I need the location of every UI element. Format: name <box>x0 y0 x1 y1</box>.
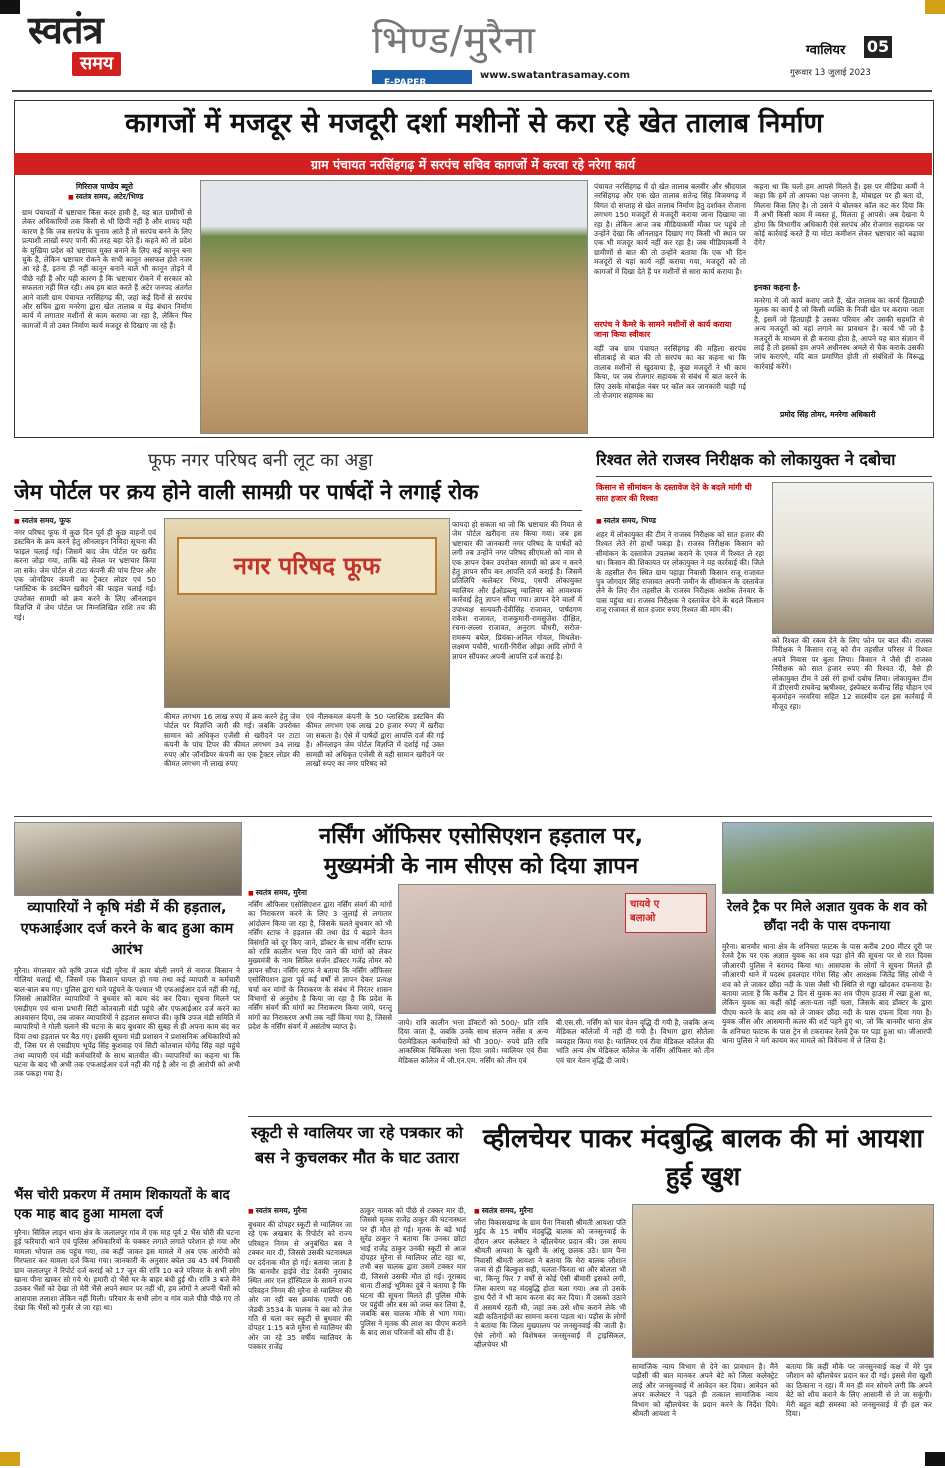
nursing-photo-banner <box>625 893 707 933</box>
logo-top-text: स्वतंत्र <box>28 8 103 52</box>
website-url: www.swatantrasamay.com <box>480 70 631 81</box>
registration-mark <box>925 1452 945 1466</box>
bribe-subheadline: किसान से सीमांकन के दस्तावेज देने के बदले मांगी थी सात हजार की रिश्वत <box>596 483 752 503</box>
jem-byline: ■ स्वतंत्र समय, फूफ <box>14 516 71 526</box>
section-divider <box>14 816 932 817</box>
mandi-text: मुरैना। मंगलवार को कृषि उपज मंडी मुरैना में काम बोली लगने से नाराज किसान ने गोलियां चलाई थी, जिसमें एक किसान घायल हो गया तथा कई व्यापारी व कर्मचारी बाल-बाल बच गए। पुलिस द्वारा थाने पहुंचने के पश्चात भी एफआईआर दर्ज नहीं की गई, जिससे आक्रोशित व्यापारियों ने बुधवार को काम बंद कर दिया। सूचना मिलने पर एसडीएम एवं थाना प्रभारी सिटी कोतवाली मंडी पहुंचे और एफआईआर दर्ज करने का आश्वासन दिया, तब जाकर व्यापारियों ने हड़ताल समाप्त की। कृषि उपज मंडी समिति में व्यापारियों ने गोली चलाने की घटना के बाद बुधवार की सुबह से ही अपना काम बंद कर दिया तथा हड़ताल पर बैठ गए। इसकी सूचना मंडी प्रशासन ने प्रशासनिक अधिकारियों को दी, जिस पर से एसडीएम भूपेंद्र सिंह कुशवाह एवं सिटी कोतवाल योगेंद्र सिंह वहां पहुंचे तथा व्यापारी एवं मंडी कर्मचारियों के साथ बातचीत की। व्यापारियों का कहना था कि घटना के बाद भी अभी तक एफआईआर दर्ज नहीं की गई है और ना ही आरोपी को अभी तक पकड़ा गया है। <box>14 966 240 1079</box>
edition-title: भिण्ड/मुरैना <box>372 18 536 62</box>
nursing-column-2: जाये। रात्रि कालीन भत्ता डॉक्टरों को 500/- प्रति रात्रि दिया जाता है, जबकि उनके साथ संलग्न नर्सेस व अन्य पेरामेडिकल कर्मचारियों को भी 300/- रुपये प्रति रात्रि आकस्मिक चिकित्सा भत्ता दिया जाये। ग्वालियर एवं रीवा मेडिकल कॉलेज में जी.एन.एम. नर्सिंग को तीन एवं <box>398 1018 548 1065</box>
jem-sign-text: नगर परिषद फूफ <box>233 552 381 580</box>
scooty-headline: स्कूटी से ग्वालियर जा रहे पत्रकार को बस ने कुचलकर मौत के घाट उतारा <box>251 1123 463 1167</box>
registration-mark <box>925 0 945 14</box>
issue-date: गुरूवार 13 जुलाई 2023 <box>790 68 871 78</box>
registration-mark <box>0 0 20 14</box>
wheelchair-byline: ■ स्वतंत्र समय, मुरैना <box>474 1206 533 1216</box>
railway-photo-burial <box>722 822 934 894</box>
epaper-label: E-PAPER <box>384 78 427 88</box>
bribe-column-2: को रिश्वत की रकम देने के लिए फोन पर बात की। राजस्व निरीक्षक ने किसान राजू को रौन तहसील परिसर में रिश्वत अपने निवास पर बुला लिया। किसान ने जैसे ही राजस्व निरीक्षक को सात हजार रुपए की रिश्वत दी, वैसे ही लोकायुक्त टीम ने उसे रंगे हाथों दबोच लिया। लोकायुक्त टीम में डीएसपी राघवेन्द्र ऋषीश्वर, इंस्पेक्टर कवीन्द्र सिंह चौहान एवं बृजमोहन नरवरिया सहित 12 सदस्यीय दल इस कार्रवाई में मौजूद रहा। <box>772 636 932 711</box>
jem-column-4: फायदा हो सकता था जो कि भ्रष्टाचार की नियत से जेम पोर्टल खरीदना तय किया गया। जब इस भ्रष्टाचार की जानकारी नगर परिषद के पार्षदों को लगी तब उन्होंने नगर परिषद सीएमओ को नाम से एक ज्ञापन देकर उपरोक्त सामग्री को क्रय न करने हेतु ज्ञापन सौंप कर आपत्ति दर्ज कराई है। जिसमें प्रतिलिपि कलेक्टर भिण्ड, एसपी लोकायुक्त ग्वालियर और ईओडब्ल्यू ग्वालियर को आवश्यक कार्रवाई हेतु ज्ञापन सौंपा गया। ज्ञापन देने वालों में उपाध्यक्ष सत्यवती-देवीसिंह राजावत, पार्षदगण राकेश राजावत, राजकुमारी-रामसुजेश दीक्षित, रचना-लल्ला राजावत, अनुराग चौधरी, सरोज-रामरूप बघेल, प्रियंका-अनिल गोयल, मिथलेश-लक्ष्मण पचौरी, भारती-गिरीश ओझा आदि लोगों ने ज्ञापन सौंपकर अपनी आपत्ति दर्ज कराई है। <box>452 520 582 661</box>
railway-headline: रेलवे ट्रैक पर मिले अज्ञात युवक के शव को छौंदा नदी के पास दफनाया <box>727 900 927 934</box>
lead-column-2-subhead: सरपंच ने कैमरे के सामने मशीनों से कार्य कराया जाना किया स्वीकार <box>594 320 732 339</box>
epaper-badge <box>372 70 472 88</box>
bribe-divider <box>596 476 932 477</box>
lead-column-3: कहना था कि चलो हम आपसे मिलते हैं। इस पर मीडिया कर्मी ने कहा कि हमें तो आपका पक्ष जानना है, मोबाइल पर ही बता दो, मिलना किस लिए है। तो उसने ये बोलकर कॉल कट कर दिया कि मैं अभी किसी काम में व्यस्त हूं, मिलता हूं आपसे। अब देखना ये होगा कि विभागीय अधिकारी ऐसे सरपंच और रोजगार सहायक पर कोई कार्रवाई करते हैं या मोटा कमीशन लेकर भ्रष्टाचार को बढ़ावा देंगे? <box>754 182 924 248</box>
registration-mark <box>0 1452 20 1466</box>
buffalo-headline: भैंस चोरी प्रकरण में तमाम शिकायतों के बाद एक माह बाद हुआ मामला दर्ज <box>14 1187 230 1222</box>
lead-column-2b: वहीं जब ग्राम पंचायत नरसिंहगढ़ की महिला सरपंच सीताबाई से बात की तो सरपंच का का कहना था कि तालाब मशीनों से खुदवाया है, कुछ मजदूरों ने भी काम किया, पर जब रोजगार सहायक से संबंध में बात करने के लिए उसके मोबाईल नंबर पर कॉल कर जानकारी चाही गई तो रोजगार सहायक का <box>594 344 746 401</box>
lead-byline <box>22 182 192 202</box>
nursing-byline: ■ स्वतंत्र समय, मुरैना <box>248 888 307 898</box>
lead-column-3b: मनरेगा में जो कार्य कराए जाते हैं, खेत तालाब का कार्य हितग्राही मूलक का कार्य है जो किसी व्यक्ति के निजी खेत पर कराया जाता है, इसमें जो हितग्राही है उसका परिवार और उसकी सहमति से अन्य मजदूरों को वहां लगाने का प्रावधान है। कार्य भी जो है मजदूरों के माध्यम से ही कराया होता है, आपने यह बात संज्ञान में लाई है तो इसको हम अपने अधीनस्थ अमले से चैक कराके उसकी जांच कराएंगे, यदि बात प्रमाणित होती तो संबंधितों के विरूद्ध कार्रवाई करेंगे। <box>754 296 924 371</box>
nursing-photo-memorandum <box>398 884 716 1014</box>
wheelchair-photo <box>632 1204 934 1358</box>
scooty-column-1: बुधवार की दोपहर स्कूटी से ग्वालियर जा रहे एक अखबार के रिपोर्टर को राज्य परिवहन निगम से अनुबंधित बस ने टक्कर मार दी, जिससे उसकी घटनास्थल पर दर्दनाक मौत हो गई। बताया जाता है कि बानमौर हाईवे रोड देवकी नूराबाद स्थित आर एल हॉस्पिटल के सामने राज्य परिवहन निगम की मुरैना से ग्वालियर की ओर जा रही बस क्रमांक एमपी 06 जेडबी 3534 के चालक ने बस को तेज गति से चला कर स्कूटी से बुधवार की दोपहर 1:15 बजे मुरैना से ग्वालियर की ओर जा रहे 35 वर्षीय ग्वालियर के पत्रकार राजेंद्र <box>248 1220 352 1352</box>
bribe-headline: रिश्वत लेते राजस्व निरीक्षक को लोकायुक्त ने दबोचा <box>596 450 896 469</box>
jem-headline: जेम पोर्टल पर क्रय होने वाली सामग्री पर पार्षदों ने लगाई रोक <box>14 480 479 504</box>
bribe-byline: ■ स्वतंत्र समय, भिण्ड <box>596 516 656 526</box>
page-number <box>864 36 892 58</box>
nursing-column-3: बी.एस.सी. नर्सिंग को चार वेतन वृद्धि दी गयी है, जबकि अन्य मेडिकल कॉलेजों में नहीं दी गयी है। विभाग द्वारा सौतेला व्यवहार किया गया है। ग्वालियर एवं रीवा मेडिकल कॉलेज की भांति अन्य शेष मेडिकल कॉलेज के नर्सिंग ऑफिसर को तीन एवं चार वेतन वृद्धि दी जाये। <box>556 1018 714 1065</box>
lead-headline: कागजों में मजदूर से मजदूरी दर्शा मशीनों से करा रहे खेत तालाब निर्माण <box>124 108 824 139</box>
wheelchair-column-1: जौरा विकासखण्ड के ग्राम पैना निवासी श्रीमती आयशा पति मुईद के 15 वर्षीय मंदबुद्धि बालक को जनसुनवाई के दौरान अपर कलेक्टर ने व्हीलचेयर प्रदान की। उस समय श्रीमती आयशा के खुशी के आंसू छलक उठे। ग्राम पैना निवासी श्रीमती आयशा ने बताया कि मेरा बालक जौशान जन्म से ही बिल्कुल सही, चलता-फिरता था और बोलता भी था, किन्तु फिर 7 वर्षों से कोई ऐसी बीमारी इसको लगी, जिस कारण यह मंदबुद्धि होता चला गया। अब तो उसके हाथ पैरों ने भी काम करना बंद कर दिया। मैं उसको उठाने में असमर्थ रहती थी, जहां तक उसे शौच कराने लेके भी बड़ी कठिनाईयों का सामना करना पड़ता था। पड़ौस के लोगों ने बताया कि जिला मुख्यालय पर जनसुनवाई की जाती है। ऐसे लोगों को विशेषकर जनसुनवाई में ट्राइसिकल, व्हीलचेयर भी <box>474 1218 626 1350</box>
jem-column-2: कीमत लगभग 16 लाख रुपए में क्रय करने हेतु जेम पोर्टल पर विज्ञप्ति जारी की गई। जबकि उपरोक्त सामान को अधिकृत एजेंसी से खरीदने पर टाटा कंपनी के पांच टिपर की कीमत लगभग 34 लाख रुपए और जॉनडियर कंपनी का एक ट्रैक्टर लोडर की कीमत लगभग नौ लाख रुपए <box>164 712 300 769</box>
railway-text: मुरैना। बानमौर थाना क्षेत्र के शनिचरा फाटक के पास करीब 200 मीटर दूरी पर रेलवे ट्रैक पर एक अज्ञात युवक का शव पड़ा होने की सूचना पर से रात दिवस जीआरपी पुलिस ने बरामद किया था। आसपास के लोगों ने सूचना मिलते ही जीआरपी थाने में पदस्थ हवलदार गंगेश सिंह और आरक्षक जितेंद्र सिंह लोधी ने शव को ले जाकर छौंदा नदी के पास जैसी भी स्थिति से गड्ढा खोदकर दफनाया है। बताया जाता है कि करीब 2 दिन से युवक का शव पीएम हाउस में रखा हुआ था, लेकिन युवक का कहीं कोई अता-पता नहीं चला, जिसके बाद डॉक्टर के द्वारा पीएम करने के बाद शव को ले जाकर छौंदा नदी के पास दफना दिया गया है। युवक जींस और आसमानी कलर की शर्ट पहने हुए था, जो कि बानमौर थाना क्षेत्र के शनिचरा फाटक के पास ट्रेन से टकराकर रेलवे ट्रैक पर पड़ा हुआ था। जीआरपी थाना पुलिस ने मर्ग कायम कर मामले को विवेचना में ले लिया है। <box>722 942 932 1046</box>
jem-divider <box>14 510 582 511</box>
masthead-divider <box>12 90 932 92</box>
nursing-photo-banner-text: चायवे ए बलाओ <box>630 899 660 924</box>
mandi-headline: व्यापारियों ने कृषि मंडी में की हड़ताल, एफआईआर दर्ज करने के बाद हुआ काम आरंभ <box>20 900 234 958</box>
jem-column-1: नगर परिषद फूफ में कुछ दिन पूर्व ही कुछ वाहनों एवं डस्टबिन के क्रय करने हेतु ऑनलाइन निविदा सूचना की फाइल चलाई गई। जिसमें बाद जेम पोर्टल पर खरीद करना जोड़ा गया, ताकि बड़े लेवल पर भ्रष्टाचार किया जा सके। जेम पोर्टल से टाटा कंपनी की पांच टिपर और एक जोनडियर कंपनी का ट्रैक्टर लोडर एवं 50 प्लास्टिक के डस्टबिन खरीदने की फाइल चलाई गई। उपरोक्त सामग्री को क्रय करने के लिए ऑनलाइन विज्ञप्ति में जेम पोर्टल पर निम्नलिखित राशि तय की गई। <box>14 528 156 622</box>
lead-quote-author: प्रमोद सिंह तोमर, मनरेगा अधिकारी <box>780 410 876 419</box>
scooty-byline: ■ स्वतंत्र समय, मुरैना <box>248 1206 307 1216</box>
logo-bottom-text: समय <box>80 53 114 74</box>
jem-column-3: एवं नीलकमल कंपनी के 50 प्लास्टिक डस्टबिन की कीमत लगभग एक लाख 20 हजार रुपए में खरीदा जा सकता है। ऐसे में पार्षदों द्वारा आपत्ति दर्ज की गई है। ऑनलाइन जेम पोर्टल विज्ञप्ति में दर्शाई गई उक्त सामग्री को अधिकृत एजेंसी से यही सामान खरीदने पर लाखों रुपए का नगर परिषद को <box>306 712 444 769</box>
jem-photo-office-sign <box>164 518 450 708</box>
lead-column-2: पंचायत नरसिंहगढ़ में दो खेत तालाब बलवीर और श्रीदयाल नरसिंहगढ़ और एक खेत तालाब सतेन्द्र सिंह विजयगढ़ में विगत दो सप्ताह से खेत तालाब निर्माण हेतु दर्शाकर रोजाना लगभग 150 मजदूरों से मजदूरी कराया जाना दिखाया जा रहा है। लेकिन आज जब मीडियाकर्मी मौका पर पहुंचे तो उन्होंने देखा कि ऑनलाइन दिखाए गए किसी भी स्थान पर एक भी मजदूर कार्य नहीं कर रहा है। जब मीडियाकर्मी ने ग्रामीणों से बात की तो उन्होंने बताया कि एक भी दिन मजदूरों से यहां कार्य नहीं कराया गया, मजदूरों को तो कागजों में दिखा देते हैं पर मशीनों से सारा कार्य कराया है। <box>594 182 746 276</box>
nursing-headline-line-2: मुख्यमंत्री के नाम सीएस को दिया ज्ञापन <box>323 854 639 879</box>
lead-subheadline: ग्राम पंचायत नरसिंहगढ़ में सरपंच सचिव कागजों में करवा रहे नरेगा कार्य <box>310 157 636 172</box>
city-name: ग्वालियर <box>806 43 846 58</box>
mandi-photo-meeting <box>14 822 242 896</box>
wheelchair-headline: व्हीलचेयर पाकर मंदबुद्धि बालक की मां आयशा हुई खुश <box>482 1124 924 1192</box>
page-number-text: 05 <box>866 37 890 56</box>
lead-byline-name: गिरिराज पाण्डेय ब्यूरो <box>76 182 133 191</box>
wheelchair-column-3: बताया कि कहीं मौके पर जनसुनवाई कक्ष में मेरे पुत्र जौशान को व्हीलचेयर प्रदान कर दी गई। इससे मेरा खुशी का ठिकाना न रहा। मैं मन ही मन सोचने लगी कि अपने बेटे को शौच कराने के लिए आसानी से ले जा सकूंगी। मेरी बहुत बड़ी समस्या को जनसुनवाई में ही हल कर दिया। <box>786 1362 932 1419</box>
wheelchair-column-2: सामाजिक न्याय विभाग से देने का प्रावधान है। मैंने पड़ौसी की बात मानकर अपने बेटे को जिला कलेक्ट्रेट लाई और जनसुनवाई में आवेदन कर दिया। आवेदन को अपर कलेक्टर ने पढ़ते ही तत्काल सामाजिक न्याय विभाग को व्हीलचेयर के प्रदान करने के निर्देश दिये। श्रीमती आयशा ने <box>632 1362 778 1419</box>
newspaper-logo <box>28 8 168 88</box>
bribe-photo-group <box>772 482 934 634</box>
jem-sign-board <box>177 537 437 595</box>
lead-column-3-subhead: इनका कहना है- <box>754 283 801 292</box>
scooty-column-2: ठाकुर नामक को पीछे से टक्कर मार दी, जिससे मृतक राजेंद्र ठाकुर की घटनास्थल पर ही मौत हो गई। मृतक के बड़े भाई सुरेंद्र ठाकुर ने बताया कि उनका छोटा भाई राजेंद्र ठाकुर उनकी स्कूटी से आज दोपहर मुरैना से ग्वालियर लौट रहा था, तभी बस चालक द्वारा उसमें टक्कर मार दी, जिससे उसकी मौत हो गई। नूराबाद थाना टीआई भूमिका दुबे ने बताया है कि घटना की सूचना मिलते ही पुलिस मौके पर पहुंची और बस को जब्त कर लिया है, जबकि बस चालक मौके से भाग गया। पुलिस ने मृतक की लाश का पीएम कराने के बाद लाश परिजनों को सौंप दी है। <box>360 1206 466 1338</box>
buffalo-text: मुरैना। सिविल लाइन थाना क्षेत्र के जलालपुर गांव में एक माह पूर्व 2 भैंस चोरी की घटना हुई फरियादी थाने एवं पुलिस अधिकारियों के चक्कर लगाते लगाते परेशान हो गया और मामला भोपाल तक पहुंच गया, तब कहीं जाकर इस मामले में अब एक आरोपी को गिरफ्तार कर मामला दर्ज किया गया। जानकारी के अनुसार बघेल उम्र 45 वर्ष निवासी ग्राम जलालपुर ने रिपोर्ट दर्ज कराई को 17 जून की रात्रि 10 बजे परिवार के सभी लोग खाना पीना खाकर सो गये थे। हमारी दो भैंसे घर के बाहर बंधी हुई थी। रात्रि 3 बजे मैंने उठकर भैंसों को देखा तो मेरी भैंसे अपने स्थान पर नहीं थी, हम लोगों ने अपनी भैंसों को आसपास तलाशा लेकिन नहीं मिली। परिवार के सभी लोग व गांव वाले पीछे पीछे गए तो देखा कि भैंसों को गुर्जर ले जा रहा था। <box>14 1228 240 1313</box>
section-divider <box>248 1116 932 1117</box>
lead-photo-field <box>200 180 588 434</box>
logo-bottom-box <box>72 52 121 76</box>
lead-column-1: ग्राम पंचायतों में भ्रष्टाचार किस कदर हावी है, यह बात ग्रामीणों से लेकर अधिकारियों तक किसी से भी छिपी नहीं है और शायद यही कारण है कि जब सरपंच के चुनाव आते हैं तो सरपंच बनने के लिए प्रत्याशी लाखों रुपए पानी की तरह बहा देते हैं। कहने को तो प्रदेश के मुखिया प्रदेश को भ्रष्टाचार मुक्त बनाने के लिए कई कानून बना चुके हैं, लेकिन भ्रष्टाचार रोकने के सभी कानून असफल होते नजर आ रहे हैं, इतना ही नहीं कानून बनाने वाले भी कानून तोड़ने में पीछे नहीं हैं और यही कारण है कि भ्रष्टाचार रोकने में सरकार को सफलता नहीं मिल रही। अब हम बात करते हैं अटेर जनपद अंतर्गत आने वाली ग्राम पंचायत नरसिंहगढ़ की, जहां कई दिनों से सरपंच और सचिव द्वारा मनरेगा द्वारा खेत तालाब व मेड़ बंधान निर्माण कार्य में लगातार मशीनों से काम कराया जा रहा है, लेकिन फिर कागजों में तो उक्त निर्माण कार्य मजदूर से दिखाए जा रहे हैं। <box>22 208 192 330</box>
bribe-column-1: शहर में लोकायुक्त की टीम ने राजस्व निरीक्षक को सात हजार की रिश्वत लेते रंगे हाथों पकड़ा है। राजस्व निरीक्षक किसान को सीमांकन के दस्तावेज उपलब्ध कराने के एवज में रिश्वत ले रहा था। किसान की शिकायत पर लोकायुक्त ने यह कार्रवाई की। जिले के तहसील रौन स्थित ग्राम पहाड़ा निवासी किसान राजू राजावत पुत्र जोगदार सिंह राजावत अपनी जमीन के सीमांकन के दस्तावेज लेने के लिए रौन तहसील के राजस्व निरीक्षक अशोक तेनवार के पास पहुंचा था। राजस्व निरीक्षक ने दस्तावेज देने के बदले किसान राजू राजावत से सात हजार रुपए रिश्वत की मांग की। <box>596 530 764 615</box>
jem-kicker: फूफ नगर परिषद बनी लूट का अड्डा <box>148 450 373 471</box>
nursing-headline-line-1: नर्सिंग ऑफिसर एसोसिएशन हड़ताल पर, <box>319 824 643 849</box>
nursing-column-1: नर्सिंग ऑफिसर एसोसिएशन द्वारा नर्सिंग संवर्ग की मांगों का निराकरण करने के लिए 3 जुलाई से लगातार आंदोलन किया जा रहा है, जिसके चलते बुधवार को भी नर्सिंग स्टाफ ने हड़ताल की तथा ग्रेड पे बढ़ाने वेतन विसंगति को दूर किए जाने, डॉक्टर के साथ नर्सिंग स्टाफ को रात्रि कालीन भत्ता दिए जाने की मांगों को लेकर मुख्यमंत्री के नाम सिविल सर्जन डॉक्टर गजेंद्र तोमर को ज्ञापन सौंपा। नर्सिंग स्टाफ ने बताया कि नर्सिंग ऑफिसर एसोसिएशन द्वारा पूर्व कई वर्षों से ज्ञापन देकर प्रत्यक्ष चर्चा कर मांगों के निराकरण के संबंध में निरंतर शासन विभागों से अनुरोध है किया जा रहा है कि प्रदेश के नर्सिंग संवर्ग की मांगों का निराकरण किया जाये, परन्तु मांगों का निराकरण अभी तक नहीं किया गया है, जिससे प्रदेश के नर्सिंग संवर्ग में असंतोष व्याप्त है। <box>248 900 392 1032</box>
lead-byline-place: ■ स्वतंत्र समय, अटेर/भिण्ड <box>22 192 192 202</box>
